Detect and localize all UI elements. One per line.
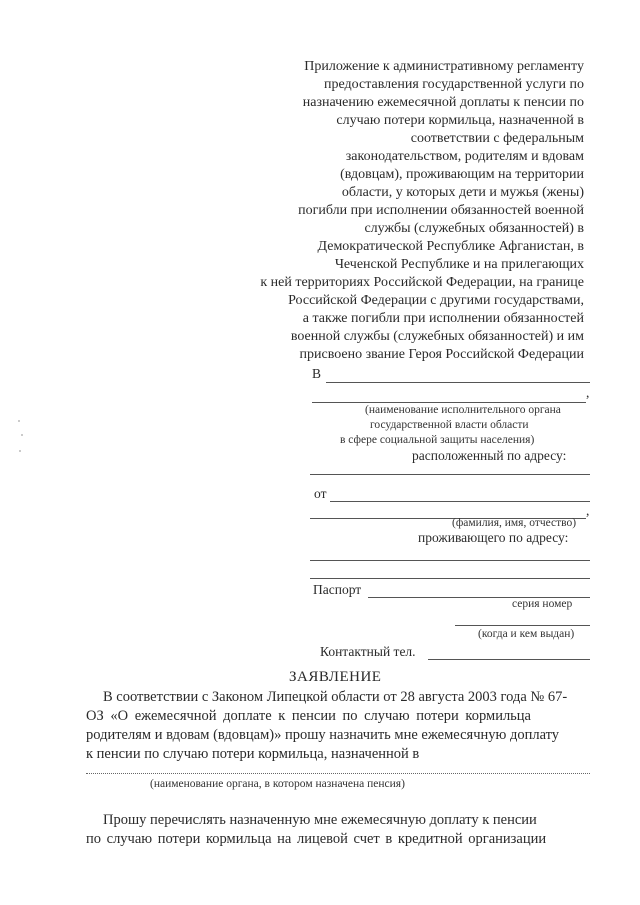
header-line: случаю потери кормильца, назначенной в bbox=[336, 113, 584, 128]
header-line: (вдовцам), проживающим на территории bbox=[340, 167, 584, 182]
org-caption: в сфере социальной защиты населения) bbox=[340, 434, 535, 446]
pension-organ-field[interactable] bbox=[86, 773, 590, 774]
header-line: предоставления государственной услуги по bbox=[324, 77, 584, 92]
header-line: Приложение к административному регламенту bbox=[304, 59, 584, 74]
org-caption: (наименование исполнительного органа bbox=[365, 404, 561, 416]
scan-specks bbox=[18, 420, 26, 460]
phone-field[interactable] bbox=[428, 659, 590, 660]
org-caption: государственной власти области bbox=[370, 419, 529, 431]
passport-issued-field[interactable] bbox=[455, 625, 590, 626]
header-line: Демократической Республике Афганистан, в bbox=[317, 239, 584, 254]
header-line: законодательством, родителям и вдовам bbox=[345, 149, 584, 164]
header-line: Российской Федерации с другими государствами, bbox=[288, 293, 584, 308]
header-line: соответствии с федеральным bbox=[410, 131, 584, 146]
header-line: а также погибли при исполнении обязанностей bbox=[302, 311, 584, 326]
organ-name-field-2[interactable] bbox=[312, 402, 586, 403]
header-line: службы (служебных обязанностей) в bbox=[364, 221, 584, 236]
header-line: присвоено звание Героя Российской Федерации bbox=[299, 347, 584, 362]
header-line: военной службы (служебных обязанностей) и им bbox=[290, 329, 584, 344]
applicant-name-field[interactable] bbox=[330, 501, 590, 502]
comma: , bbox=[586, 503, 590, 518]
phone-label: Контактный тел. bbox=[320, 644, 416, 659]
statement-line: ОЗ «О ежемесячной доплате к пенсии по случаю потери кормильца bbox=[86, 708, 531, 724]
located-label: расположенный по адресу: bbox=[412, 448, 567, 463]
header-line: области, у которых дети и мужья (жены) bbox=[341, 185, 584, 200]
statement-line: к пенсии по случаю потери кормильца, назначенной в bbox=[86, 746, 420, 762]
comma: , bbox=[586, 385, 590, 400]
from-label: от bbox=[314, 486, 327, 501]
statement-line: родителям и вдовам (вдовцам)» прошу назначить мне ежемесячную доплату bbox=[86, 727, 560, 743]
fio-caption: (фамилия, имя, отчество) bbox=[452, 517, 577, 529]
header-line: назначению ежемесячной доплаты к пенсии по bbox=[302, 95, 584, 110]
statement-line: по случаю потери кормильца на лицевой счет в кредитной организации bbox=[86, 831, 547, 847]
statement-title: ЗАЯВЛЕНИЕ bbox=[289, 669, 382, 685]
applicant-address-field-2[interactable] bbox=[310, 578, 590, 579]
organ-caption: (наименование органа, в котором назначена пенсия) bbox=[150, 778, 405, 790]
series-caption: серия номер bbox=[512, 598, 573, 610]
to-label: В bbox=[312, 366, 322, 381]
statement-line: В соответствии с Законом Липецкой области от 28 августа 2003 года № 67- bbox=[103, 689, 568, 705]
organ-name-field[interactable] bbox=[326, 382, 590, 383]
issued-caption: (когда и кем выдан) bbox=[478, 628, 575, 640]
passport-label: Паспорт bbox=[313, 582, 362, 597]
living-label: проживающего по адресу: bbox=[418, 530, 569, 545]
header-line: к ней территориях Российской Федерации, на границе bbox=[260, 275, 584, 290]
header-line: Чеченской Республике и на прилегающих bbox=[334, 257, 584, 272]
organ-address-field[interactable] bbox=[310, 474, 590, 475]
header-line: погибли при исполнении обязанностей военной bbox=[298, 203, 584, 218]
applicant-address-field[interactable] bbox=[310, 560, 590, 561]
statement-line: Прошу перечислять назначенную мне ежемесячную доплату к пенсии bbox=[103, 812, 537, 828]
